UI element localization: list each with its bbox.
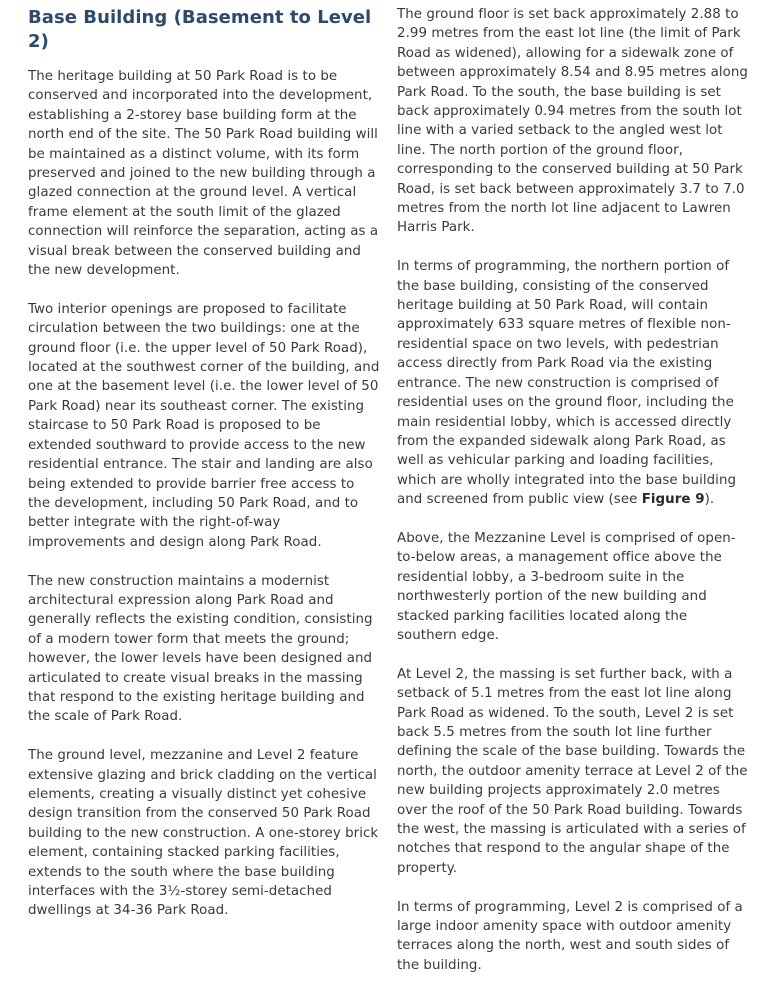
programming-text: In terms of programming, the northern portion of the base building, consisting of the conserved heritage building at 50 Park Road, will contain approximately 633 square metres of flexible non-residential space on two levels, with pedestrian access directly from Park Road via the existing entrance. The new construction is comprised of residential uses on the ground floor, including the main residential lobby, which is accessed directly from the expanded sidewalk along Park Road, as well as vehicular parking and loading facilities, which are wholly integrated into the base building and screened from public view (see (397, 259, 737, 508)
section-heading: Base Building (Basement to Level 2) (28, 7, 372, 52)
left-column (28, 0, 380, 940)
paragraph-level-2-massing: At Level 2, the massing is set further back, with a setback of 5.1 metres from the east lot line along Park Road as widened. To the south, Level 2 is set back 5.5 metres from the south lot line further defining the scale of the base building. Towards the north, the outdoor amenity terrace at Level 2 of the new building projects approximately 2.0 metres over the roof of the 50 Park Road building. Towards the west, the massing is articulated with a series of notches that respond to the angular shape of the property. (397, 666, 748, 876)
paragraph-mezzanine-level: Above, the Mezzanine Level is comprised of open-to-below areas, a management office above the residential lobby, a 3-bedroom suite in the northwesterly portion of the new building and stacked parking facilities located along the southern edge. (397, 530, 736, 643)
paragraph-level-2-programming: In terms of programming, Level 2 is comprised of a large indoor amenity space with outdoor amenity terraces along the north, west and south sides of the building. (397, 899, 743, 973)
programming-text-end: ). (704, 492, 715, 508)
paragraph-heritage-building: The heritage building at 50 Park Road is to be conserved and incorporated into the development, establishing a 2-storey base building form at the north end of the site. The 50 Park Road building will be maintained as a distinct volume, with its form preserved and joined to the new building through a glazed connection at the ground level. A vertical frame element at the south limit of the glazed connection will reinforce the separation, acting as a visual break between the conserved building and the new development. (28, 69, 379, 279)
paragraph-programming-north (397, 257, 749, 509)
paragraph-glazing-cladding: The ground level, mezzanine and Level 2 feature extensive glazing and brick cladding on the vertical elements, creating a visually distinct yet cohesive design transition from the conserved 50 Park Road building to the new construction. A one-storey brick element, containing stacked parking facilities, extends to the south where the base building interfaces with the 3½-storey semi-detached dwellings at 34-36 Park Road. (28, 748, 379, 919)
figure-9-reference: Figure 9 (641, 492, 705, 508)
paragraph-new-construction: The new construction maintains a modernist architectural expression along Park Road and generally reflects the existing condition, consisting of a modern tower form that meets the ground; however, the lower levels have been designed and articulated to create visual breaks in the massing that respond to the existing heritage building and the scale of Park Road. (28, 573, 373, 725)
paragraph-interior-openings: Two interior openings are proposed to facilitate circulation between the two buildings: one at the ground floor (i.e. the upper level of 50 Park Road), located at the southwest corner of the building, and one at the basement level (i.e. the lower level of 50 Park Road) near its southeast corner. The existing staircase to 50 Park Road is proposed to be extended southward to provide access to the new residential entrance. The stair and landing are also being extended to provide barrier free access to the development, including 50 Park Road, and to better integrate with the right-of-way improvements and design along Park Road. (28, 301, 380, 550)
paragraph-ground-floor-setbacks: The ground floor is set back approximately 2.88 to 2.99 metres from the east lot line (the limit of Park Road as widened), allowing for a sidewalk zone of between approximately 8.54 and 8.95 metres along Park Road. To the south, the base building is set back approximately 0.94 metres from the south lot line with a varied setback to the angled west lot line. The north portion of the ground floor, corresponding to the conserved building at 50 Park Road, is set back between approximately 3.7 to 7.0 metres from the north lot line adjacent to Lawren Harris Park. (397, 7, 748, 236)
right-column (397, 0, 749, 995)
